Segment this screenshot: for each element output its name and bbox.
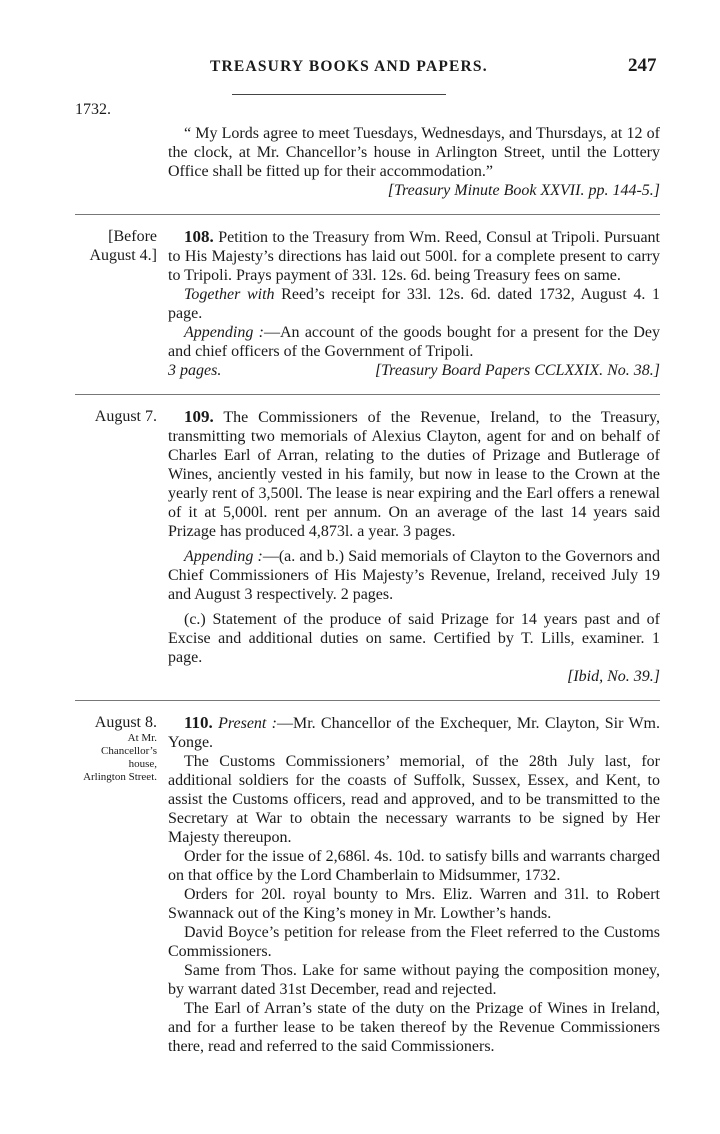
- reference-line: [168, 667, 660, 686]
- together-text: Reed’s receipt for 33l. 12s. 6d. dated 1732, August 4. 1 page.: [168, 286, 661, 322]
- minute-paragraph: Orders for 20l. royal bounty to Mrs. Eliz. Warren and 31l. to Robert Swannack out of the King’s money in Mr. Lowther’s hands.: [168, 886, 660, 922]
- entry-body: [168, 102, 660, 200]
- margin-note: [75, 713, 157, 784]
- pages-count: 3 pages.: [168, 362, 222, 379]
- entry-divider: [75, 214, 660, 215]
- appending-paragraph: [168, 547, 660, 604]
- appending-text: —An account of the goods bought for a present for the Dey and chief officers of the Government of Tripoli.: [168, 324, 661, 360]
- entry-body: [168, 713, 660, 1056]
- minute-paragraph: Order for the issue of 2,686l. 4s. 10d. to satisfy bills and warrants charged on that office by the Lord Chamberlain to Midsummer, 1732.: [168, 848, 660, 884]
- entry-110: [75, 713, 660, 1056]
- page-content: [75, 102, 660, 1070]
- entry-intro: [75, 102, 660, 200]
- margin-line: At Mr.: [127, 732, 157, 744]
- reference-line: [168, 181, 660, 200]
- appending-text: —(a. and b.) Said memorials of Clayton to the Governors and Chief Commissioners of His Majesty’s Revenue, Ireland, received July 19 and August 3 respectively. 2 pages.: [168, 548, 661, 603]
- margin-line: Chancellor’s: [100, 745, 157, 757]
- entry-paragraph: [168, 227, 660, 285]
- entry-text: Petition to the Treasury from Wm. Reed, Consul at Tripoli. Pursuant to His Majesty’s directions has laid out 500l. for a complete present to carry to Tripoli. Prays payment of 33l. 12s. 6d. being Treasury fees on same.: [168, 229, 660, 284]
- margin-line: Arlington Street.: [83, 771, 157, 783]
- entry-paragraph: [168, 407, 660, 541]
- entry-108: [75, 227, 660, 380]
- present-text: —Mr. Chancellor of the Exchequer, Mr. Clayton, Sir Wm. Yonge.: [168, 715, 660, 751]
- appending-paragraph: [168, 323, 660, 361]
- reference: [Treasury Minute Book XXVII. pp. 144-5.]: [387, 182, 660, 199]
- entry-number: 110.: [184, 713, 213, 732]
- entry-109: [75, 407, 660, 686]
- page-number: 247: [628, 55, 657, 76]
- reference: [Ibid, No. 39.]: [567, 668, 660, 685]
- margin-note: [75, 227, 157, 265]
- margin-line: house,: [128, 758, 157, 770]
- entry-body: [168, 227, 660, 380]
- entry-paragraph: [168, 713, 660, 752]
- margin-line: August 4.]: [89, 247, 157, 264]
- reference-line: [168, 361, 660, 380]
- entry-divider: [75, 700, 660, 701]
- appending-label: Appending :: [184, 324, 264, 341]
- intro-text: “ My Lords agree to meet Tuesdays, Wednesdays, and Thursdays, at 12 of the clock, at Mr. Chancellor’s house in Arlington Street, until the Lottery Office shall be fitted up for their accommodation.”: [168, 125, 660, 180]
- statement-paragraph: (c.) Statement of the produce of said Prizage for 14 years past and of Excise and additional duties on same. Certified by T. Lills, examiner. 1 page.: [168, 611, 660, 666]
- margin-date: August 7.: [94, 408, 157, 425]
- entry-divider: [75, 394, 660, 395]
- margin-date: August 8.: [94, 714, 157, 731]
- present-label: Present :: [218, 715, 277, 732]
- minute-paragraph: The Customs Commissioners’ memorial, of the 28th July last, for additional soldiers for the coasts of Suffolk, Sussex, Essex, and Kent, to assist the Customs officers, read and approved, and to be transmitted to the Secretary at War to obtain the necessary warrants to be signed by Her Majesty thereupon.: [168, 753, 660, 846]
- minute-paragraph: David Boyce’s petition for release from the Fleet referred to the Customs Commissioners.: [168, 924, 660, 960]
- margin-line: [Before: [108, 228, 157, 245]
- entry-number: 108.: [184, 227, 214, 246]
- margin-year: 1732.: [75, 101, 111, 118]
- entry-text: The Commissioners of the Revenue, Ireland, to the Treasury, transmitting two memorials of Alexius Clayton, agent for and on behalf of Charles Earl of Arran, relating to the duties of Prizage and Butlerage of Wines, anciently vested in his family, but now in lease to the Crown at the yearly rent of 3,500l. The lease is near expiring and the Earl offers a renewal of it at 5,000l. rent per annum. On an average of the last 14 years said Prizage has produced 4,873l. a year. 3 pages.: [168, 409, 660, 540]
- running-head: TREASURY BOOKS AND PAPERS.: [210, 58, 488, 75]
- entry-body: [168, 407, 660, 686]
- page-header: [0, 55, 720, 88]
- minute-paragraph: Same from Thos. Lake for same without paying the composition money, by warrant dated 31st December, read and rejected.: [168, 962, 660, 998]
- entry-number: 109.: [184, 407, 214, 426]
- reference: [Treasury Board Papers CCLXXIX. No. 38.]: [374, 362, 660, 379]
- together-label: Together with: [184, 286, 275, 303]
- together-paragraph: [168, 285, 660, 323]
- appending-label: Appending :: [184, 548, 263, 565]
- header-rule: [232, 94, 446, 95]
- minute-paragraph: The Earl of Arran’s state of the duty on the Prizage of Wines in Ireland, and for a further lease to be taken thereof by the Revenue Commissioners there, read and referred to the said Commissioners.: [168, 1000, 660, 1055]
